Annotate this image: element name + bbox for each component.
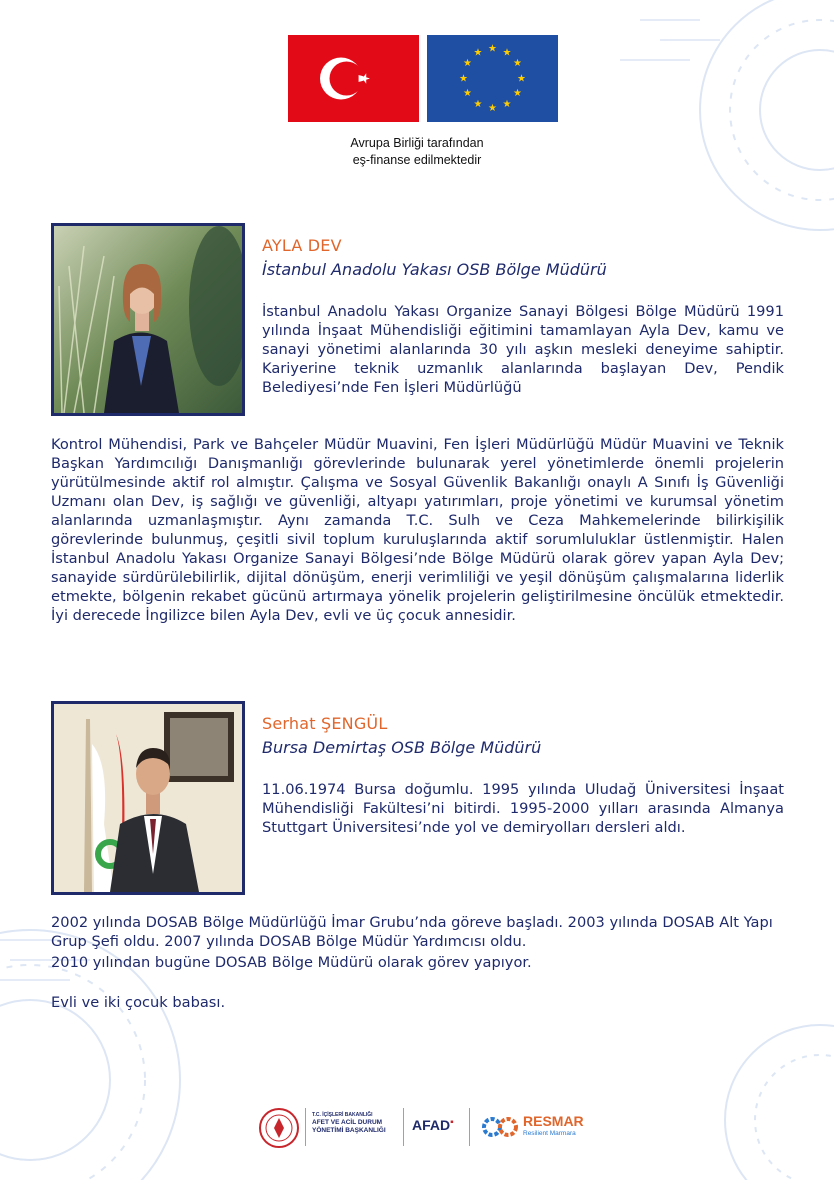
svg-text:★: ★ <box>488 43 497 55</box>
resmar-logo <box>480 1113 600 1143</box>
resmar-subtitle: Resilient Marmara <box>523 1130 576 1137</box>
svg-text:★: ★ <box>463 58 472 69</box>
ministry-line-2: AFET VE ACİL DURUM <box>312 1119 383 1126</box>
person-name-ayla-dev: AYLA DEV <box>262 236 342 255</box>
svg-text:★: ★ <box>463 88 472 99</box>
eu-flag <box>427 35 558 122</box>
svg-text:★: ★ <box>473 99 483 110</box>
ministry-line-3: YÖNETİMİ BAŞKANLIĞI <box>312 1127 386 1134</box>
svg-text:★: ★ <box>488 103 497 114</box>
resmar-label: RESMAR <box>523 1113 584 1129</box>
footer-divider-2 <box>403 1108 404 1146</box>
svg-text:★: ★ <box>502 47 512 59</box>
svg-text:★: ★ <box>473 47 483 59</box>
person-title-serhat-sengul: Bursa Demirtaş OSB Bölge Müdürü <box>262 738 542 757</box>
svg-text:★: ★ <box>517 73 526 85</box>
funding-line-2: eş-finanse edilmektedir <box>352 153 482 167</box>
bio-current-serhat-sengul: 2010 yılından bugüne DOSAB Bölge Müdürü olarak görev yapıyor. <box>51 954 532 971</box>
svg-text:★: ★ <box>459 73 468 85</box>
svg-text:★: ★ <box>502 99 512 110</box>
turkey-flag <box>288 35 419 122</box>
funding-line-1: Avrupa Birliği tarafından <box>350 136 484 150</box>
ministry-text <box>312 1111 386 1135</box>
afad-label: AFAD <box>412 1117 451 1133</box>
bio-intro-serhat-sengul: 11.06.1974 Bursa doğumlu. 1995 yılında Uludağ Üniversitesi İnşaat Mühendisliği Fakültesi’ni bitirdi. 1995-2000 yılları arasında Almanya Stuttgart Üniversitesi’nde yol ve demiryolları dersleri aldı. <box>262 781 784 836</box>
resmar-gear-icon <box>480 1115 522 1139</box>
footer-divider <box>305 1108 306 1146</box>
ministry-emblem-icon <box>258 1106 300 1150</box>
bio-career-serhat-sengul: 2002 yılında DOSAB Bölge Müdürlüğü İmar Grubu’nda göreve başladı. 2003 yılında DOSAB Alt Yapı Grup Şefi oldu. 2007 yılında DOSAB Bölge Müdür Yardımcısı oldu. <box>51 914 773 950</box>
person-name-serhat-sengul: Serhat ŞENGÜL <box>262 714 388 733</box>
svg-text:★: ★ <box>513 88 522 99</box>
footer-divider-3 <box>469 1108 470 1146</box>
ministry-line-1: T.C. İÇİŞLERİ BAKANLIĞI <box>312 1112 373 1118</box>
bio-body-ayla-dev: Kontrol Mühendisi, Park ve Bahçeler Müdür Muavini, Fen İşleri Müdürlüğü Müdür Muavini ve Teknik Başkan Yardımcılığı Danışmanlığı görevlerinde bulunarak yerel yönetimlerde önemli projelerin yürütülmesinde aktif rol almıştır. Çalışma ve Sosyal Güvenlik Bakanlığı onaylı A Sınıfı İş Güvenliği Uzmanı olan Dev, iş sağlığı ve güvenliği, altyapı yatırımları, proje yönetimi ve kurumsal yönetim alanlarında uzmanlaşmıştır. Aynı zamanda T.C. Sulh ve Ceza Mahkemelerinde bilirkişilik görevlerinde bulunmuş, çeşitli sivil toplum kuruluşlarında aktif sorumluluklar üstlenmiştir. Halen İstanbul Anadolu Yakası Organize Sanayi Bölgesi’nde Bölge Müdürü olarak görev yapan Ayla Dev; sanayide sürdürülebilirlik, dijital dönüşüm, enerji verimliliği ve yeşil dönüşüm çalışmalarına liderlik etmekte, bölgenin rekabet gücünü artırmaya yönelik projelerin geliştirilmesine öncülük etmektedir. İyi derecede İngilizce bilen Ayla Dev, evli ve üç çocuk annesidir. <box>51 436 784 624</box>
funding-statement <box>0 135 834 169</box>
person-title-ayla-dev: İstanbul Anadolu Yakası OSB Bölge Müdürü <box>262 260 607 279</box>
afad-logo: AFAD▪ <box>412 1117 454 1133</box>
portrait-serhat-sengul <box>51 701 245 895</box>
portrait-ayla-dev <box>51 223 245 416</box>
svg-text:★: ★ <box>513 58 522 69</box>
bio-intro-ayla-dev: İstanbul Anadolu Yakası Organize Sanayi Bölgesi Bölge Müdürü 1991 yılında İnşaat Mühendisliği eğitimini tamamlayan Ayla Dev, kamu ve sanayi yönetimi alanlarında 30 yılı aşkın mesleki deneyime sahiptir. Kariyerine teknik uzmanlık alanlarında başlayan Dev, Pendik Belediyesi’nde Fen İşleri Müdürlüğü <box>262 303 784 396</box>
bio-family-serhat-sengul: Evli ve iki çocuk babası. <box>51 994 226 1011</box>
